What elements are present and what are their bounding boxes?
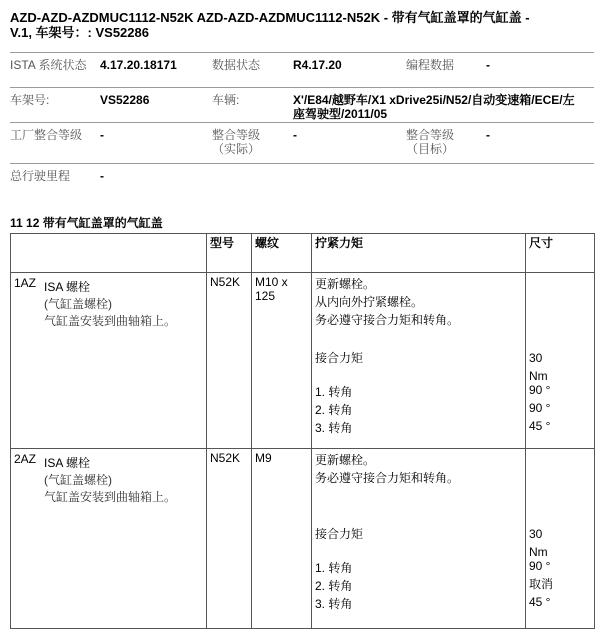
model-cell: N52K bbox=[207, 273, 252, 449]
step-label: 1. 转角 bbox=[315, 385, 353, 399]
info-row-4 bbox=[10, 163, 594, 192]
step-label: 接合力矩 bbox=[315, 527, 364, 541]
mileage-value: - bbox=[100, 169, 104, 183]
step-value: 30 Nm bbox=[529, 527, 548, 559]
model-cell: N52K bbox=[207, 449, 252, 629]
instruction-line: 务必遵守接合力矩和转角。 bbox=[315, 471, 460, 485]
instruction-line: 更新螺栓。 bbox=[315, 277, 376, 291]
header-thread: 螺纹 bbox=[252, 234, 312, 273]
instruction-line: 务必遵守接合力矩和转角。 bbox=[315, 313, 460, 327]
instruction-line: 更新螺栓。 bbox=[315, 453, 376, 467]
thread-cell: M10 x 125 bbox=[252, 273, 312, 449]
info-block bbox=[10, 52, 594, 192]
datastate-value: R4.17.20 bbox=[293, 58, 342, 72]
desc-line: (气缸盖螺栓) bbox=[44, 297, 112, 311]
torque-table bbox=[10, 233, 595, 629]
actual-label: 整合等级（实际） bbox=[212, 128, 261, 156]
step-label: 2. 转角 bbox=[315, 579, 353, 593]
step-label: 3. 转角 bbox=[315, 421, 353, 435]
desc-line: 气缸盖安装到曲轴箱上。 bbox=[44, 314, 177, 328]
desc-line: (气缸盖螺栓) bbox=[44, 473, 112, 487]
factory-label: 工厂整合等级 bbox=[10, 128, 83, 142]
actual-value: - bbox=[293, 128, 297, 142]
step-label: 接合力矩 bbox=[315, 351, 364, 365]
header-torque: 拧紧力矩 bbox=[312, 234, 526, 273]
desc-line: ISA 螺栓 bbox=[44, 456, 91, 470]
progdata-label: 编程数据 bbox=[406, 58, 455, 72]
size-cell bbox=[526, 273, 595, 449]
step-value: 30 Nm bbox=[529, 351, 548, 383]
vin-value: VS52286 bbox=[100, 93, 150, 107]
info-row-2 bbox=[10, 87, 594, 122]
table-row bbox=[11, 273, 595, 449]
vin-label: 车架号: bbox=[10, 93, 50, 107]
target-label: 整合等级（目标） bbox=[406, 128, 455, 156]
title-part-b: AZD-AZD-AZDMUC1112-N52K - 带有气缸盖罩的气缸盖 - bbox=[196, 10, 530, 25]
section-title: 11 12 带有气缸盖罩的气缸盖 bbox=[10, 216, 163, 230]
title-line-2: V.1, 车架号：: VS52286 bbox=[10, 25, 149, 40]
step-value: 取消 bbox=[529, 577, 554, 591]
step-value: 90 ° bbox=[529, 559, 551, 573]
step-label: 2. 转角 bbox=[315, 403, 353, 417]
ista-label: ISTA 系统状态 bbox=[10, 58, 87, 72]
step-value: 90 ° bbox=[529, 401, 551, 415]
header-model: 型号 bbox=[207, 234, 252, 273]
info-row-3 bbox=[10, 122, 594, 163]
datastate-label: 数据状态 bbox=[212, 58, 261, 72]
position-id: 2AZ bbox=[14, 452, 37, 466]
document-title bbox=[10, 10, 594, 40]
info-row-1 bbox=[10, 52, 594, 87]
step-value: 45 ° bbox=[529, 419, 551, 433]
header-position bbox=[11, 234, 207, 273]
vehicle-value: X'/E84/越野车/X1 xDrive25i/N52/自动变速箱/ECE/左座驾驶型/2011/05 bbox=[293, 93, 575, 121]
desc-line: 气缸盖安装到曲轴箱上。 bbox=[44, 490, 177, 504]
vehicle-label: 车辆: bbox=[212, 93, 240, 107]
factory-value: - bbox=[100, 128, 104, 142]
position-id: 1AZ bbox=[14, 276, 37, 290]
target-value: - bbox=[486, 128, 490, 142]
title-part-a: AZD-AZD-AZDMUC1112-N52K bbox=[10, 10, 194, 25]
table-header-row bbox=[11, 234, 595, 273]
step-label: 3. 转角 bbox=[315, 597, 353, 611]
thread-cell: M9 bbox=[252, 449, 312, 629]
step-label: 1. 转角 bbox=[315, 561, 353, 575]
instruction-line: 从内向外拧紧螺栓。 bbox=[315, 295, 424, 309]
step-value: 45 ° bbox=[529, 595, 551, 609]
ista-value: 4.17.20.18171 bbox=[100, 58, 177, 72]
step-value: 90 ° bbox=[529, 383, 551, 397]
desc-line: ISA 螺栓 bbox=[44, 280, 91, 294]
torque-cell bbox=[312, 273, 526, 449]
mileage-label: 总行驶里程 bbox=[10, 169, 71, 183]
progdata-value: - bbox=[486, 58, 490, 72]
position-cell bbox=[11, 273, 207, 449]
header-size: 尺寸 bbox=[526, 234, 595, 273]
